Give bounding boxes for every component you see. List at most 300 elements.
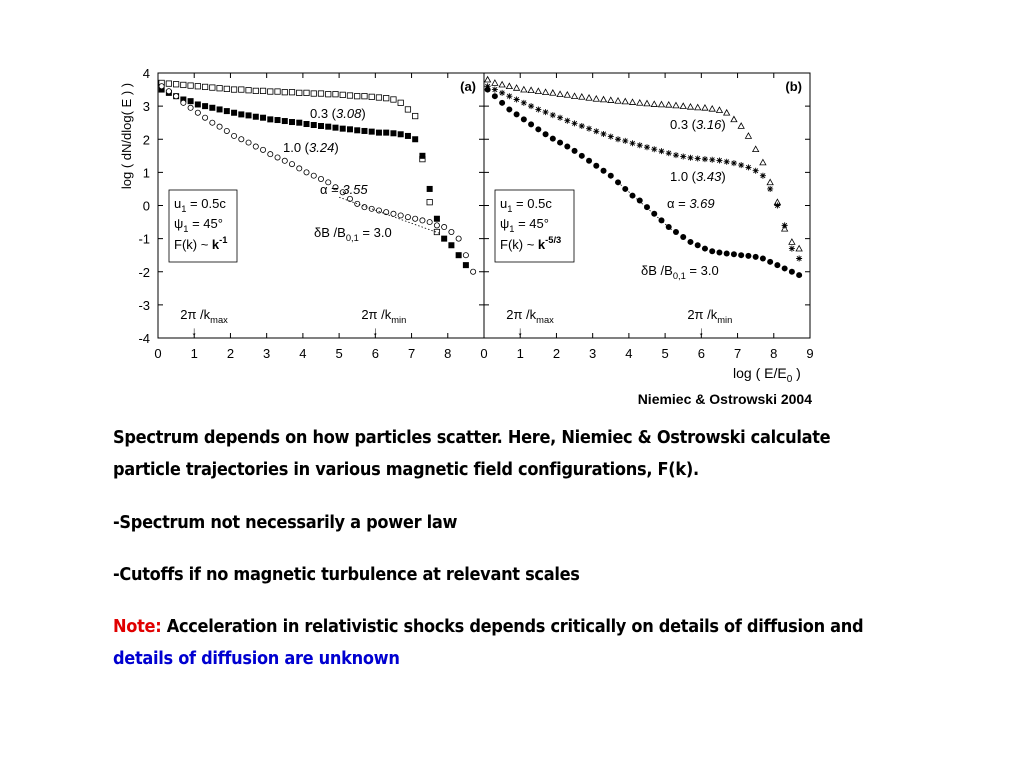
open-circle-point [195,110,200,115]
param-fk: F(k) ~ $k^{-1}$ [174,235,228,252]
open-circle-point [166,89,171,94]
open-triangle-point [658,101,664,106]
open-square-point [362,93,367,98]
filled-square-point [412,136,418,142]
open-triangle-point [485,77,491,82]
open-triangle-point [760,159,766,164]
asterisk-point [716,157,722,163]
filled-circle-point [535,126,541,132]
asterisk-point [557,115,563,121]
filled-circle-point [774,262,780,268]
asterisk-point [579,123,585,129]
filled-circle-point [630,193,636,199]
x-tick-label: 3 [589,346,597,361]
panel-a [138,66,484,361]
x-tick-label: 2 [552,346,561,361]
open-square-point [268,89,273,94]
y-tick-label: 0 [142,198,150,214]
paragraph-intro [113,422,913,486]
asterisk-point [738,162,744,168]
filled-circle-point [506,106,512,112]
open-triangle-point [709,106,715,111]
label-alpha: α = 3.55 [320,182,368,197]
filled-square-point [253,114,259,120]
open-square-point [195,84,200,89]
asterisk-point [666,150,672,156]
open-circle-point [311,173,316,178]
open-triangle-point [586,95,592,100]
open-triangle-point [615,98,621,103]
open-circle-point [456,236,461,241]
open-circle-point [268,152,273,157]
open-triangle-point [601,97,607,102]
open-circle-point [202,115,207,120]
open-triangle-point [796,246,802,251]
open-circle-point [174,94,179,99]
asterisk-point [535,106,541,112]
asterisk-point [796,256,802,262]
y-tick-label: -4 [138,331,150,346]
asterisk-point [687,155,693,161]
open-circle-point [297,166,302,171]
x-tick-label: 1 [190,346,198,361]
filled-circle-point [716,250,722,256]
asterisk-point [760,173,766,179]
open-square-point [412,113,417,118]
asterisk-point [514,97,520,103]
x-tick-label: 4 [299,346,307,361]
open-square-point [260,88,265,93]
filled-circle-point [543,131,549,137]
open-circle-point [275,155,280,160]
asterisk-point [724,159,730,165]
filled-square-point [347,126,353,132]
label-alpha: α = 3.69 [667,196,715,211]
open-square-point [188,83,193,88]
open-circle-point [463,253,468,258]
open-triangle-point [753,146,759,151]
asterisk-point [767,186,773,192]
open-circle-point [355,201,360,206]
open-triangle-point [680,103,686,108]
open-square-point [427,199,432,204]
asterisk-point [550,112,556,118]
filled-square-point [376,130,382,136]
asterisk-point [651,146,657,152]
bullet-power-law: -Spectrum not necessarily a power law [113,512,458,533]
open-square-point [181,82,186,87]
x-tick-label: 5 [335,346,343,361]
param-u1: $u_1 = 0.5c$ [500,196,552,214]
open-circle-point [224,128,229,133]
asterisk-point [615,136,621,142]
param-fk: F(k) ~ $k^{-5/3}$ [500,235,562,252]
filled-circle-point [521,116,527,122]
x-tick-label: 5 [661,346,669,361]
asterisk-point [731,160,737,166]
filled-circle-point [608,173,614,179]
asterisk-point [680,153,686,159]
filled-circle-point [745,253,751,259]
filled-square-point [361,128,367,134]
open-circle-point [471,269,476,274]
filled-circle-point [564,144,570,150]
open-square-point [202,84,207,89]
asterisk-point [492,87,498,93]
open-circle-point [181,100,186,105]
open-triangle-point [622,98,628,103]
x-axis-label-sub: 0 [786,374,793,385]
asterisk-point [637,142,643,148]
label-curve-10: 1.0 (3.24) [283,140,339,155]
asterisk-point [753,168,759,174]
filled-circle-point [593,163,599,169]
open-circle-point [260,147,265,152]
filled-circle-point [738,252,744,258]
open-circle-point [449,229,454,234]
filled-square-point [448,242,454,248]
open-triangle-point [557,91,563,96]
y-tick-label: 1 [142,165,150,181]
x-tick-label: 7 [733,346,742,361]
open-triangle-point [608,97,614,102]
open-triangle-point [789,239,795,244]
filled-circle-point [789,269,795,275]
y-tick-label: 2 [142,132,150,148]
kmax-arrow: ↓ [191,324,198,338]
filled-circle-point [673,229,679,235]
open-square-point [347,93,352,98]
open-triangle-point [724,110,730,115]
open-triangle-point [644,100,650,105]
asterisk-point [499,90,505,96]
filled-circle-point [586,158,592,164]
filled-square-point [383,130,389,136]
filled-square-point [195,101,201,107]
kmax-label: 2π $/k_{max}$ [506,307,554,325]
open-circle-point [391,211,396,216]
filled-circle-point [753,254,759,260]
open-square-point [340,92,345,97]
open-triangle-point [666,102,672,107]
open-square-point [318,91,323,96]
open-square-point [391,97,396,102]
open-square-point [369,94,374,99]
panel-b [480,73,813,361]
param-psi1: $\psi_1 = 45^\circ$ [174,216,223,234]
open-circle-point [217,124,222,129]
open-triangle-point [687,104,693,109]
open-triangle-point [528,87,534,92]
open-triangle-point [716,107,722,112]
asterisk-point [601,131,607,137]
filled-circle-point [572,148,578,154]
open-circle-point [347,196,352,201]
open-triangle-point [695,104,701,109]
filled-square-point [419,153,425,159]
filled-circle-point [695,242,701,248]
kmax-arrow: ↓ [517,324,524,338]
asterisk-point [789,246,795,252]
label-curve-10: 1.0 (3.43) [670,169,726,184]
open-square-point [173,82,178,87]
asterisk-point [782,222,788,228]
x-tick-label: 3 [263,346,271,361]
x-tick-label: 7 [407,346,416,361]
open-triangle-point [593,96,599,101]
kmin-arrow: ↓ [698,324,705,338]
open-square-point [398,100,403,105]
open-square-point [304,90,309,95]
open-triangle-point [702,105,708,110]
x-tick-label: 0 [154,346,162,361]
label-delta-b: δB $/B_{0,1} = 3.0$ [314,225,392,243]
open-square-point [333,92,338,97]
x-tick-label: 8 [770,346,778,361]
asterisk-point [673,152,679,158]
open-circle-point [398,213,403,218]
open-square-point [311,91,316,96]
open-square-point [246,88,251,93]
filled-circle-point [485,87,491,93]
open-triangle-point [492,80,498,85]
open-circle-point [253,144,258,149]
filled-square-point [224,108,230,114]
filled-circle-point [767,259,773,265]
x-tick-label: 4 [625,346,633,361]
open-triangle-point [651,101,657,106]
open-triangle-point [535,88,541,93]
label-curve-03: 0.3 (3.16) [670,117,726,132]
param-u1: $u_1 = 0.5c$ [174,196,226,214]
filled-square-point [238,111,244,117]
x-tick-label: 6 [371,346,379,361]
filled-square-point [267,116,273,122]
filled-square-point [296,120,302,126]
label-delta-b: δB $/B_{0,1} = 3.0$ [641,263,719,281]
bullet-cutoffs: -Cutoffs if no magnetic turbulence at relevant scales [113,564,580,585]
x-axis-label-main: log ( E/E [733,365,787,381]
asterisk-point [593,128,599,134]
filled-square-point [202,103,208,109]
filled-square-point [354,127,360,133]
open-circle-point [282,158,287,163]
filled-circle-point [514,111,520,117]
y-axis-label: log ( dN/dlog( E ) ) [119,82,134,190]
open-triangle-point [521,87,527,92]
open-square-point [376,95,381,100]
note-label: Note: [113,616,162,637]
filled-circle-point [651,211,657,217]
filled-square-point [369,129,375,135]
open-triangle-point [572,93,578,98]
open-square-point [217,86,222,91]
note-paragraph [113,611,913,675]
filled-circle-point [637,198,643,204]
open-circle-point [289,161,294,166]
x-tick-label: 1 [516,346,524,361]
filled-square-point [246,112,252,118]
filled-square-point [217,106,223,112]
asterisk-point [644,144,650,150]
open-square-point [275,89,280,94]
open-circle-point [239,137,244,142]
open-circle-point [405,214,410,219]
filled-square-point [325,124,331,130]
open-circle-point [231,133,236,138]
param-psi1: $\psi_1 = 45^\circ$ [500,216,549,234]
x-tick-label: 2 [226,346,235,361]
fit-line [618,182,672,230]
open-square-point [231,87,236,92]
open-triangle-point [514,85,520,90]
open-circle-point [434,223,439,228]
open-triangle-point [506,83,512,88]
open-triangle-point [543,89,549,94]
paragraph-intro-line1: Spectrum depends on how particles scatter. Here, Niemiec & Ostrowski calculate [113,427,831,448]
filled-circle-point [724,251,730,257]
filled-circle-point [731,251,737,257]
open-triangle-point [767,179,773,184]
asterisk-point [572,120,578,126]
open-square-point [224,86,229,91]
filled-square-point [434,216,440,222]
open-square-point [297,90,302,95]
open-triangle-point [738,123,744,128]
kmin-arrow: ↓ [372,324,379,338]
open-circle-point [246,140,251,145]
asterisk-point [745,164,751,170]
filled-square-point [456,252,462,258]
filled-circle-point [557,140,563,146]
x-tick-label: 6 [697,346,705,361]
open-triangle-point [564,92,570,97]
filled-square-point [311,122,317,128]
filled-square-point [318,123,324,129]
open-circle-point [159,84,164,89]
filled-square-point [289,119,295,125]
filled-square-point [332,125,338,131]
open-triangle-point [630,99,636,104]
note-line2: details of diffusion are unknown [113,648,400,669]
filled-circle-point [622,186,628,192]
x-tick-label: 8 [444,346,452,361]
open-square-point [405,107,410,112]
open-triangle-point [550,90,556,95]
panel-tag: (a) [460,79,476,94]
filled-circle-point [709,248,715,254]
filled-circle-point [782,265,788,271]
open-square-point [282,90,287,95]
filled-square-point [282,118,288,124]
asterisk-point [528,103,534,109]
open-triangle-point [499,82,505,87]
filled-circle-point [644,204,650,210]
filled-square-point [463,262,469,268]
open-square-point [384,95,389,100]
filled-circle-point [687,239,693,245]
open-circle-point [420,218,425,223]
asterisk-point [564,118,570,124]
asterisk-point [506,93,512,99]
filled-square-point [427,186,433,192]
kmin-label: 2π $/k_{min}$ [361,307,407,325]
open-triangle-point [745,133,751,138]
open-circle-point [188,105,193,110]
filled-square-point [260,115,266,121]
x-axis-label-end: ) [792,365,801,381]
filled-circle-point [528,121,534,127]
asterisk-point [622,138,628,144]
x-tick-label: 0 [480,346,488,361]
paragraph-intro-line2: particle trajectories in various magnetic field configurations, F(k). [113,459,699,480]
y-tick-label: -1 [138,231,150,247]
asterisk-point [709,157,715,163]
asterisk-point [543,109,549,115]
open-triangle-point [731,116,737,121]
open-square-point [239,87,244,92]
y-tick-label: 4 [142,66,150,81]
asterisk-point [630,140,636,146]
filled-square-point [209,105,215,111]
open-square-point [253,88,258,93]
filled-square-point [304,121,310,127]
x-tick-label: 9 [806,346,814,361]
asterisk-point [695,155,701,161]
open-circle-point [442,224,447,229]
kmax-label: 2π $/k_{max}$ [180,307,228,325]
asterisk-point [521,100,527,106]
open-circle-point [413,216,418,221]
open-square-point [355,93,360,98]
kmin-label: 2π $/k_{min}$ [687,307,733,325]
filled-circle-point [550,136,556,142]
filled-square-point [405,133,411,139]
open-square-point [166,81,171,86]
open-triangle-point [579,94,585,99]
filled-square-point [398,131,404,137]
filled-circle-point [702,246,708,252]
y-tick-label: 3 [142,99,150,115]
filled-square-point [188,98,194,104]
open-triangle-point [637,100,643,105]
note-line1: Acceleration in relativistic shocks depends critically on details of diffusion and [161,616,864,637]
filled-circle-point [579,153,585,159]
asterisk-point [586,126,592,132]
asterisk-point [658,148,664,154]
open-triangle-point [673,102,679,107]
filled-circle-point [680,234,686,240]
filled-square-point [441,236,447,242]
y-tick-label: -2 [138,264,150,280]
filled-square-point [275,117,281,123]
open-circle-point [369,206,374,211]
asterisk-point [774,203,780,209]
open-circle-point [376,208,381,213]
open-square-point [326,92,331,97]
open-circle-point [318,176,323,181]
filled-square-point [390,130,396,136]
filled-circle-point [760,256,766,262]
label-curve-03: 0.3 (3.08) [310,106,366,121]
y-tick-label: -3 [138,297,150,313]
open-square-point [289,90,294,95]
open-circle-point [210,120,215,125]
asterisk-point [608,134,614,140]
figure-credit: Niemiec & Ostrowski 2004 [637,391,812,407]
open-circle-point [304,170,309,175]
x-axis-label [733,365,801,385]
